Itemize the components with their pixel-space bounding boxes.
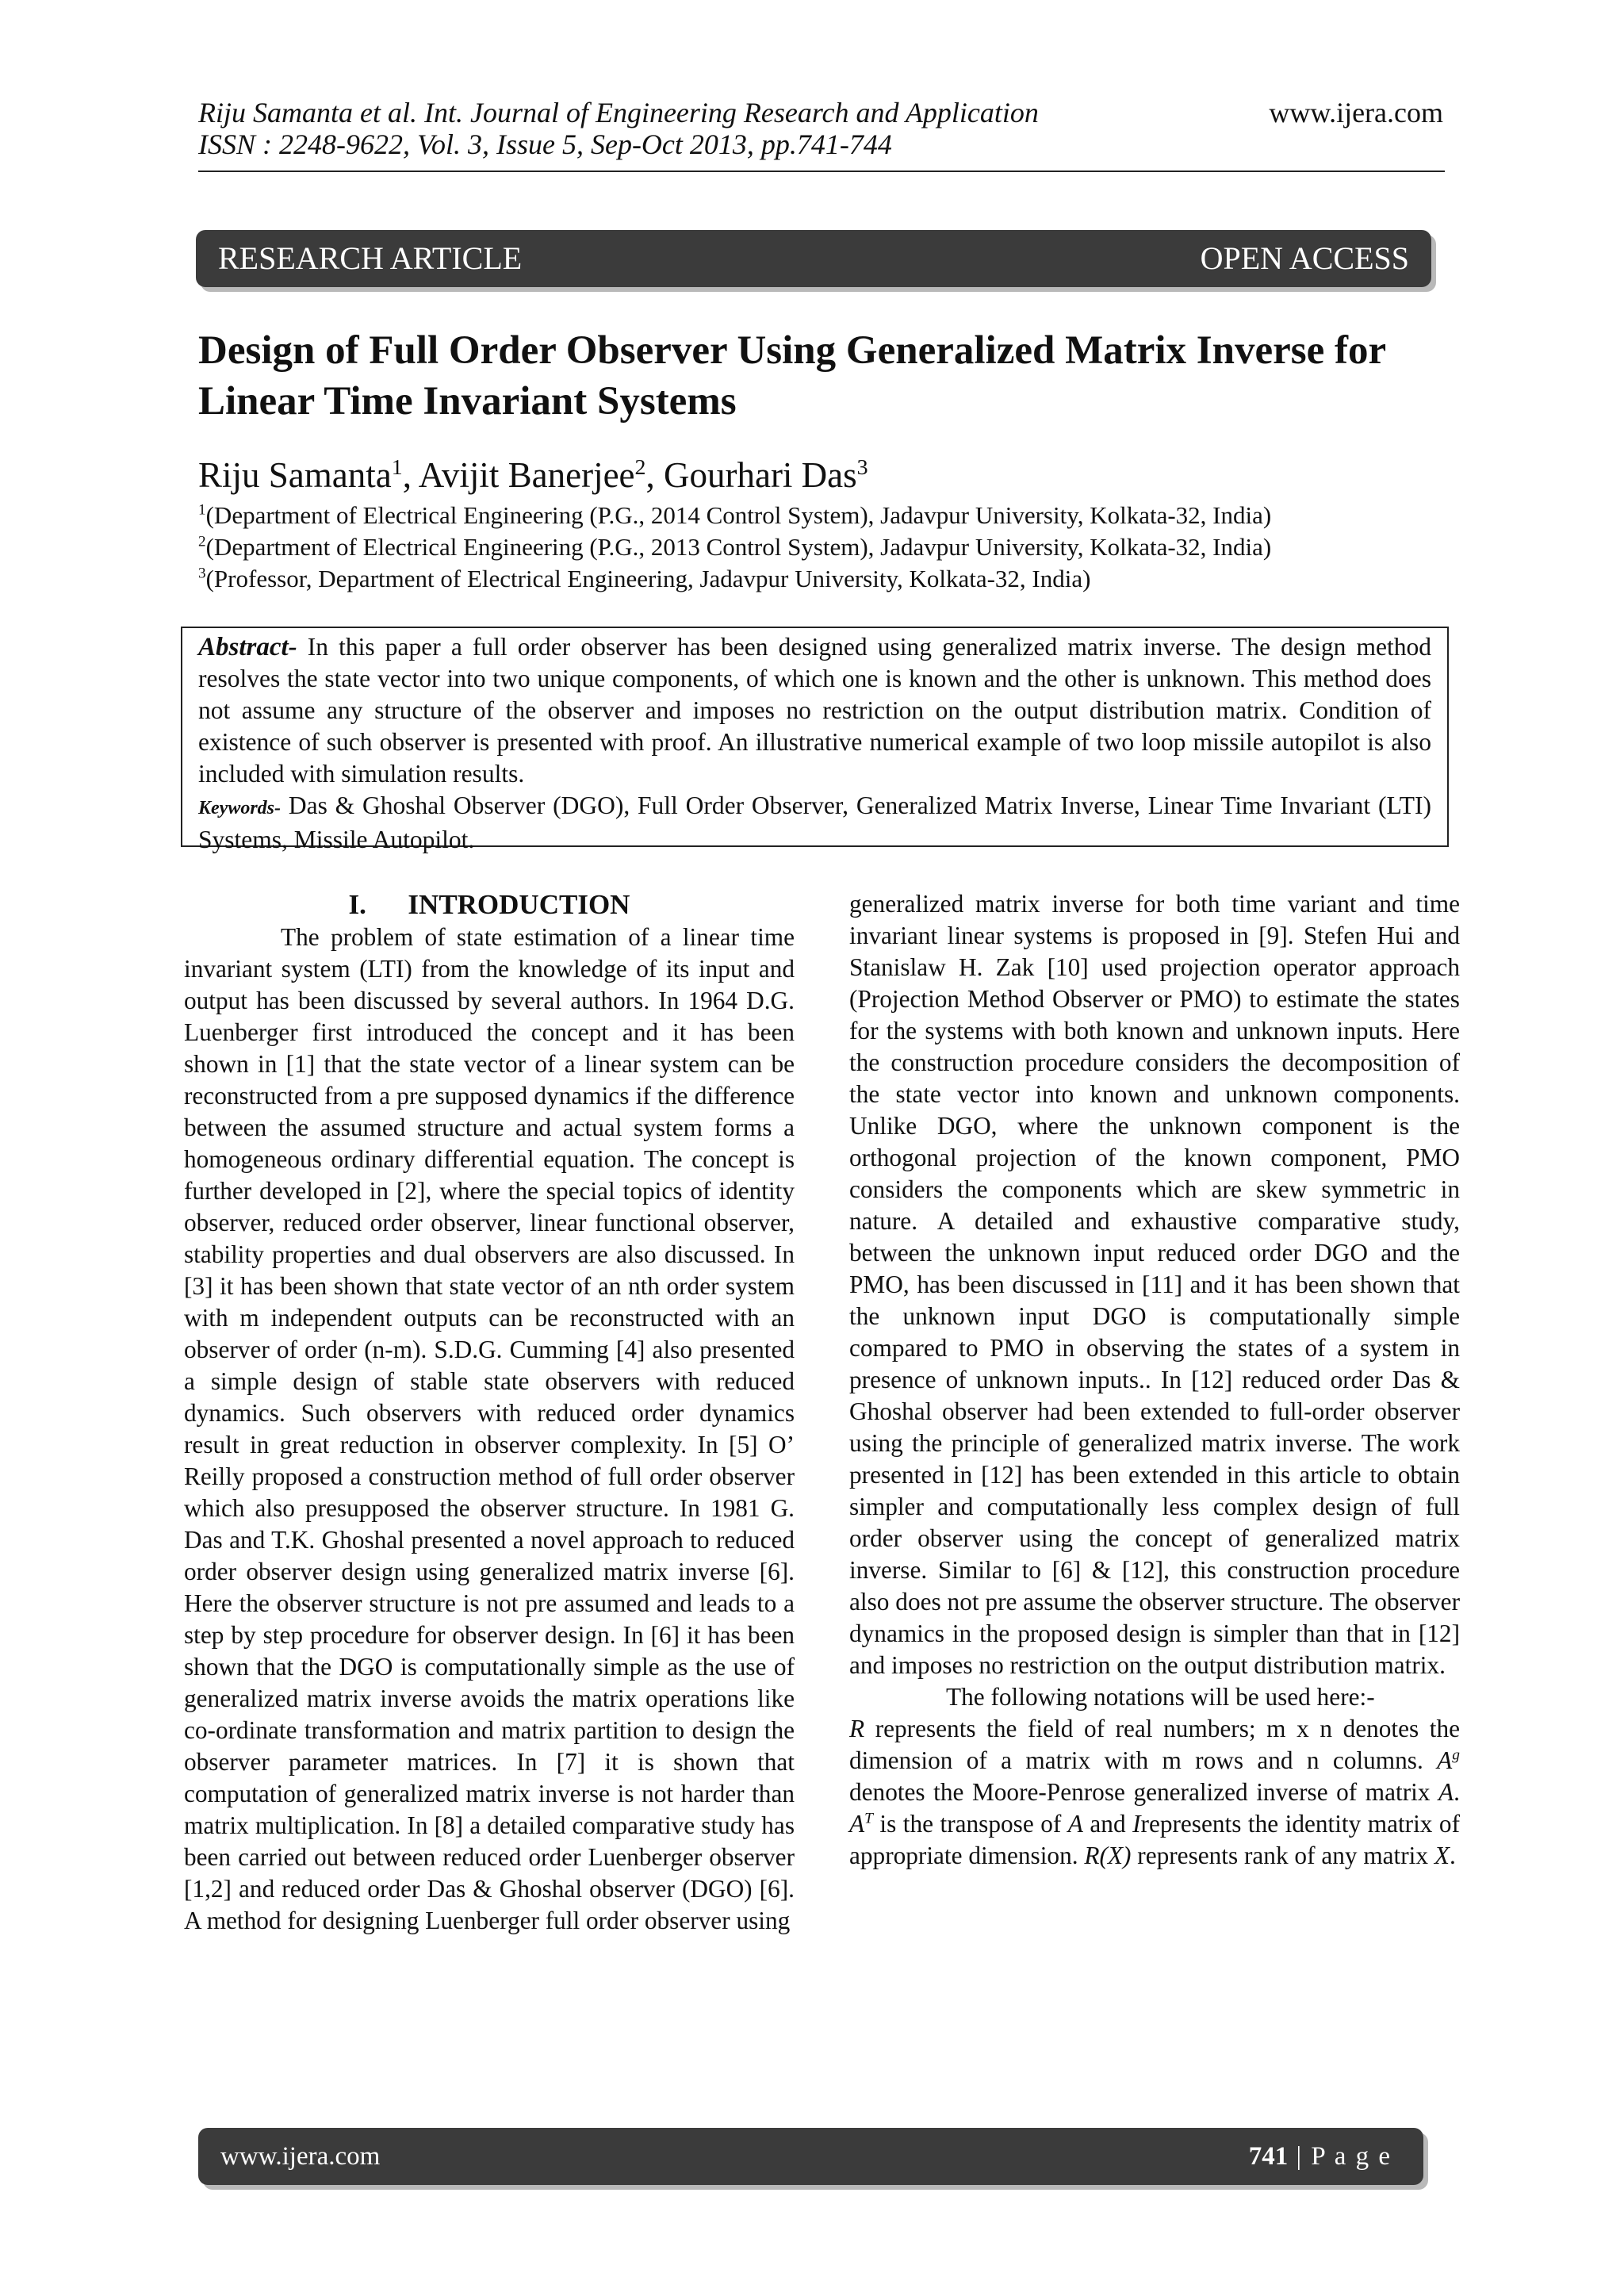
author-sup: 2	[634, 455, 646, 480]
banner-open-access: OPEN ACCESS	[1200, 240, 1409, 276]
intro-paragraph-right: generalized matrix inverse for both time variant and time invariant linear systems is proposed in [9]. Stefen Hui and Stanislaw H. Zak [10] used projection operator approach (Projection Method Observer or PMO) to estimate the states for the systems with both known and unknown inputs. Here the construction procedure considers the decomposition of the state vector into known and unknown components. Unlike DGO, where the unknown component is the orthogonal projection of the known component, PMO considers the components which are skew symmetric in nature. A detailed and exhaustive comparative study, between the unknown input reduced order DGO and the PMO, has been discussed in [11] and it has been shown that the unknown input DGO is computationally simple compared to PMO in observing the states of a system in presence of unknown inputs.. In [12] reduced order Das & Ghoshal observer had been extended to full-order observer using the principle of generalized matrix inverse. The work presented in [12] has been extended in this article to obtain simpler and computationally less complex design of full order observer using the concept of generalized matrix inverse. Similar to [6] & [12], this construction procedure also does not pre assume the observer structure. The observer dynamics in the proposed design is simpler than that in [12] and imposes no restriction on the output distribution matrix.	[849, 890, 1460, 1679]
paper-title: Design of Full Order Observer Using Generalized Matrix Inverse for Linear Time Invariant Systems	[198, 328, 1386, 424]
math-R: R	[849, 1715, 865, 1742]
notation-text: is the transpose of	[872, 1810, 1068, 1838]
author-name: Gourhari Das	[663, 455, 857, 495]
page-footer	[198, 2128, 1423, 2185]
author-sup: 1	[391, 455, 403, 480]
header-citation: Riju Samanta et al. Int. Journal of Engineering Research and Application	[198, 97, 1039, 128]
keywords-label: Keywords-	[198, 798, 281, 818]
affiliation-item	[198, 531, 1271, 563]
math-A: A	[1437, 1746, 1453, 1774]
notation-text: denotes the Moore-Penrose generalized inverse of matrix	[849, 1778, 1439, 1806]
math-g: g	[1452, 1746, 1460, 1764]
section-heading: I. INTRODUCTION	[348, 889, 630, 920]
math-RX: R(X)	[1084, 1842, 1132, 1869]
math-X: X	[1434, 1842, 1450, 1869]
keywords-text: Das & Ghoshal Observer (DGO), Full Order Observer, Generalized Matrix Inverse, Linear Time Invariant (LTI) Systems, Missile Autopilot.	[198, 792, 1432, 853]
footer-url[interactable]: www.ijera.com	[220, 2142, 381, 2171]
affiliation-item	[198, 563, 1271, 595]
abstract-body	[198, 631, 1431, 790]
affiliation-sup: 3	[198, 565, 206, 582]
affiliation-sup: 1	[198, 501, 206, 519]
abstract-label: Abstract-	[198, 633, 297, 661]
running-header	[198, 97, 1443, 168]
notation-text: .	[1454, 1778, 1460, 1806]
page-number: 741	[1248, 2142, 1289, 2171]
affiliation-list	[198, 500, 1271, 595]
header-issn: ISSN : 2248-9622, Vol. 3, Issue 5, Sep-Oct 2013, pp.741-744	[198, 128, 892, 160]
article-type-banner	[196, 230, 1431, 287]
affiliation-text: (Department of Electrical Engineering (P.G., 2013 Control System), Jadavpur University, Kolkata-32, India)	[205, 533, 1272, 561]
left-column	[184, 888, 795, 1937]
notation-paragraph	[849, 1713, 1460, 1872]
abstract-text: In this paper a full order observer has been designed using generalized matrix inverse. The design method resolves the state vector into two unique components, of which one is known and the other is unknown. This method does not assume any structure of the observer and imposes no restriction on the output distribution matrix. Condition of existence of such observer is presented with proof. An illustrative numerical example of two loop missile autopilot is also included with simulation results.	[198, 633, 1432, 788]
math-A: A	[849, 1810, 865, 1838]
notation-text: represents the field of real numbers; m x n denotes the dimension of a matrix with m rows and n columns.	[849, 1715, 1460, 1774]
math-I: I	[1132, 1810, 1141, 1838]
math-A: A	[1067, 1810, 1083, 1838]
notation-text: .	[1449, 1842, 1456, 1869]
author-sep: ,	[645, 455, 664, 495]
author-list	[198, 454, 868, 496]
intro-paragraph-left: The problem of state estimation of a linear time invariant system (LTI) from the knowledge of its input and output has been discussed by several authors. In 1964 D.G. Luenberger first introduced the concept and it has been shown in [1] that the state vector of a linear system can be reconstructed from a pre supposed dynamics if the difference between the assumed structure and actual system forms a homogeneous ordinary differential equation. The concept is further developed in [2], where the special topics of identity observer, reduced order observer, linear functional observer, stability properties and dual observers are also discussed. In [3] it has been shown that state vector of an nth order system with m independent outputs can be reconstructed with an observer of order (n-m). S.D.G. Cumming [4] also presented a simple design of stable state observers with reduced dynamics. Such observers with reduced order dynamics result in great reduction in observer complexity. In [5] O’ Reilly proposed a construction method of full order observer which also presupposed the observer structure. In 1981 G. Das and T.K. Ghoshal presented a novel approach to reduced order observer design using generalized matrix inverse [6]. Here the observer structure is not pre assumed and leads to a step by step procedure for observer design. In [6] it has been shown that the DGO is computationally simple as the use of generalized matrix inverse avoids the matrix operations like co-ordinate transformation and matrix partition to design the observer parameter matrices. In [7] it is shown that computation of generalized matrix inverse is not harder than matrix multiplication. In [8] a detailed comparative study has been carried out between reduced order Luenberger observer [1,2] and reduced order Das & Ghoshal observer (DGO) [6]. A method for designing Luenberger full order observer using	[184, 923, 795, 1934]
banner-research-article: RESEARCH ARTICLE	[218, 240, 523, 276]
author-sep: ,	[402, 455, 419, 495]
abstract-box	[181, 627, 1449, 853]
notation-intro: The following notations will be used here:-	[946, 1683, 1375, 1711]
header-rule	[198, 171, 1445, 172]
author-name: Riju Samanta	[198, 455, 392, 495]
header-url[interactable]: www.ijera.com	[1269, 97, 1443, 128]
keywords	[198, 790, 1431, 856]
author-name: Avijit Banerjee	[418, 455, 635, 495]
notation-text: and	[1082, 1810, 1133, 1838]
notation-text: represents rank of any matrix	[1131, 1842, 1434, 1869]
affiliation-sup: 2	[198, 533, 206, 550]
affiliation-item	[198, 500, 1271, 531]
affiliation-text: (Department of Electrical Engineering (P.G., 2014 Control System), Jadavpur University, Kolkata-32, India)	[205, 501, 1272, 529]
author-sup: 3	[856, 455, 868, 480]
right-column	[849, 888, 1460, 1872]
math-A: A	[1438, 1778, 1454, 1806]
math-T: T	[864, 1810, 873, 1827]
notation-text: represents the identity matrix of appropriate dimension.	[849, 1810, 1460, 1869]
footer-page	[1249, 2128, 1392, 2185]
affiliation-text: (Professor, Department of Electrical Engineering, Jadavpur University, Kolkata-32, India)	[205, 565, 1091, 592]
page-label: | P a g e	[1288, 2142, 1392, 2171]
